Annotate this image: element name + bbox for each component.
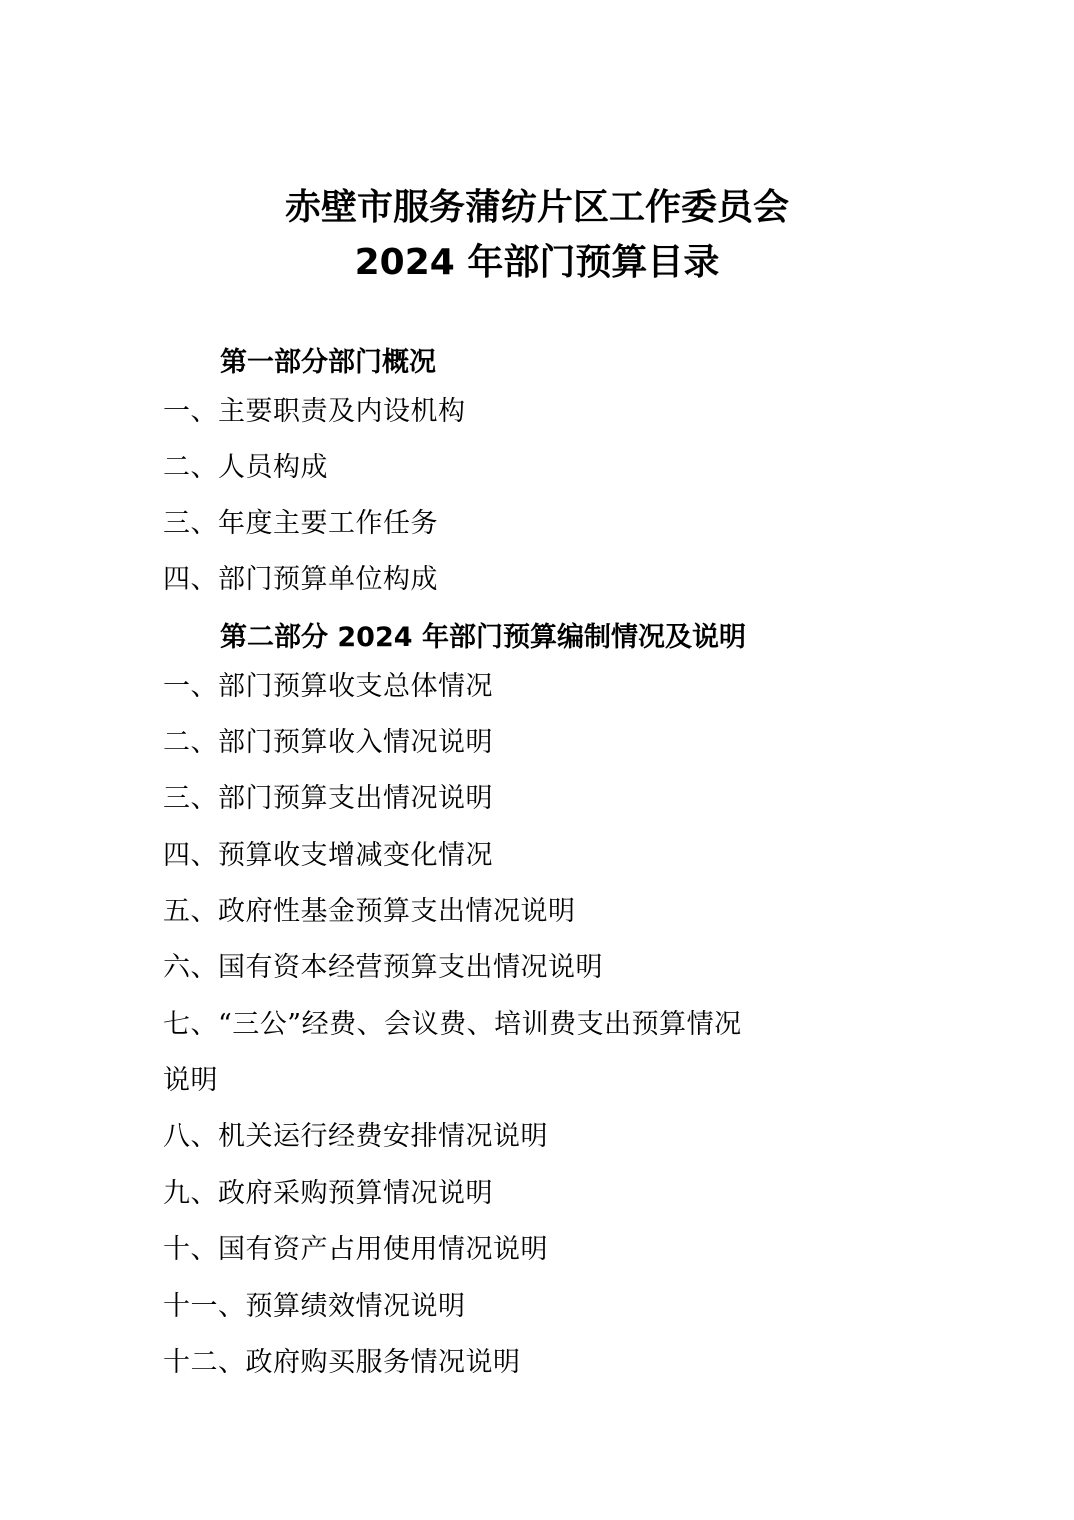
toc-item: 四、部门预算单位构成 <box>163 564 438 595</box>
toc-item: 三、部门预算支出情况说明 <box>163 783 493 814</box>
toc-item: 二、部门预算收入情况说明 <box>163 727 493 758</box>
toc-item: 十一、预算绩效情况说明 <box>163 1291 466 1322</box>
toc-item: 二、人员构成 <box>163 452 328 483</box>
toc-item: 四、预算收支增减变化情况 <box>163 840 493 871</box>
toc-item: 六、国有资本经营预算支出情况说明 <box>163 952 603 983</box>
toc-item: 一、部门预算收支总体情况 <box>163 671 493 702</box>
toc-item: 三、年度主要工作任务 <box>163 508 438 539</box>
toc-item: 九、政府采购预算情况说明 <box>163 1178 493 1209</box>
document-title: 赤壁市服务蒲纺片区工作委员会 <box>284 187 789 228</box>
toc-item: 十二、政府购买服务情况说明 <box>163 1347 521 1378</box>
toc-item: 一、主要职责及内设机构 <box>163 396 466 427</box>
toc-item: 七、“三公”经费、会议费、培训费支出预算情况 <box>163 1009 742 1040</box>
toc-item-continuation: 说明 <box>163 1065 218 1096</box>
toc-part2-heading: 第二部分 2024 年部门预算编制情况及说明 <box>220 622 746 653</box>
toc-item: 十、国有资产占用使用情况说明 <box>163 1234 548 1265</box>
document-subtitle: 2024 年部门预算目录 <box>354 242 720 283</box>
toc-item: 八、机关运行经费安排情况说明 <box>163 1121 548 1152</box>
toc-item: 五、政府性基金预算支出情况说明 <box>163 896 576 927</box>
toc-part1-heading: 第一部分部门概况 <box>220 347 436 378</box>
